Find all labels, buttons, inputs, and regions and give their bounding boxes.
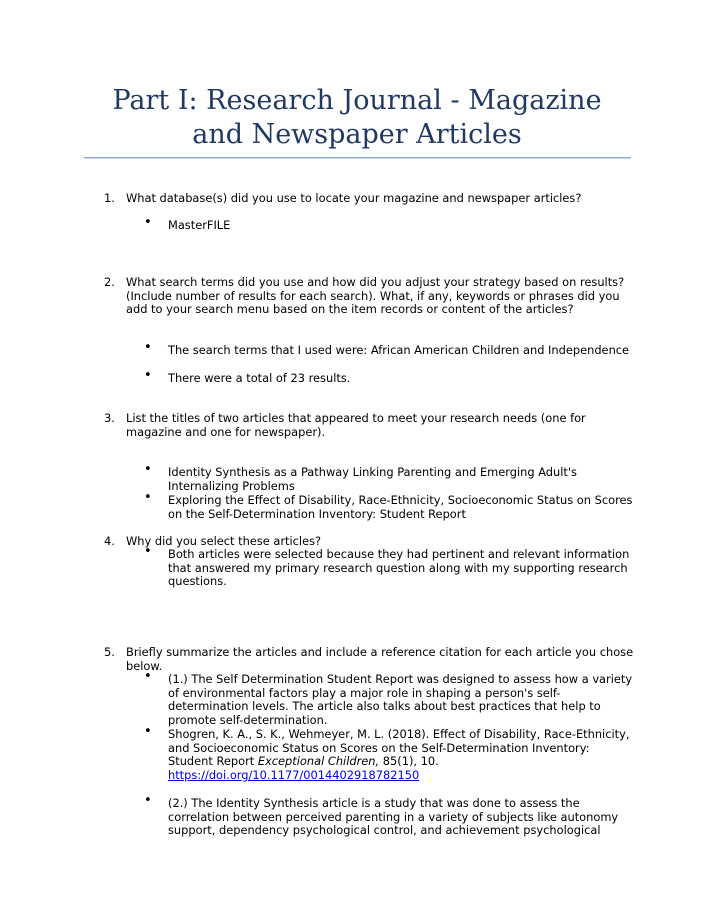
bullet-text: (1.) The Self Determination Student Report was designed to assess how a variety of environmental factors play a major role in shaping a person's self-determination levels. The article also talks about best practices that help to promote self-determination. <box>168 672 633 727</box>
question-text: List the titles of two articles that appeared to meet your research needs (one for magazine and one for newspaper). <box>126 411 586 439</box>
question-number: 4. <box>104 534 115 548</box>
title-underline-rule <box>84 157 631 159</box>
citation-bullet <box>144 724 634 782</box>
answer-bullet <box>144 340 634 358</box>
question-number: 1. <box>104 191 115 205</box>
bullet-icon: • <box>144 462 152 477</box>
bullet-icon: • <box>144 544 152 559</box>
bullet-icon: • <box>144 669 152 684</box>
question-number: 3. <box>104 411 115 425</box>
question-number: 5. <box>104 645 115 659</box>
answer-bullet <box>144 368 634 386</box>
question-3 <box>104 412 634 439</box>
page-title: Part I: Research Journal - Magazine and Newspaper Articles <box>112 85 602 150</box>
bullet-text: There were a total of 23 results. <box>168 371 351 385</box>
citation-text: Shogren, K. A., S. K., Wehmeyer, M. L. (2018). Effect of Disability, Race-Ethnicity, and Socioeconomic Status on Scores on the Self-Determination Inventory: Student Report <box>168 727 630 769</box>
bullet-text: The search terms that I used were: African American Children and Independence <box>168 343 630 357</box>
question-number: 2. <box>104 275 115 289</box>
citation-journal: Exceptional Children, <box>257 754 380 769</box>
bullet-text: Exploring the Effect of Disability, Race-Ethnicity, Socioeconomic Status on Scores on the Self-Determination Inventory: Student Report <box>168 493 633 521</box>
bullet-icon: • <box>144 340 152 355</box>
answer-bullet <box>144 215 634 233</box>
bullet-text: Identity Synthesis as a Pathway Linking Parenting and Emerging Adult's Internalizing Problems <box>168 465 577 493</box>
answer-bullet <box>144 490 634 521</box>
question-5 <box>104 646 634 673</box>
question-2 <box>104 276 634 317</box>
bullet-icon: • <box>144 215 152 230</box>
question-text: What database(s) did you use to locate your magazine and newspaper articles? <box>126 191 582 205</box>
bullet-text: Both articles were selected because they had pertinent and relevant information that answered my primary research question along with my supporting research questions. <box>168 547 630 589</box>
question-text: Briefly summarize the articles and include a reference citation for each article you chose below. <box>126 645 634 673</box>
question-text: What search terms did you use and how did you adjust your strategy based on results? (Include number of results for each search). What, if any, keywords or phrases did you add to your search menu based on the item records or content of the articles? <box>126 275 625 317</box>
bullet-text: (2.) The Identity Synthesis article is a study that was done to assess the correlation between perceived parenting in a variety of subjects like autonomy support, dependency psychological control, and achievement psychological <box>168 796 619 838</box>
bullet-icon: • <box>144 490 152 505</box>
citation-volume: 85(1), 10. <box>379 754 439 769</box>
bullet-icon: • <box>144 368 152 383</box>
answer-bullet <box>144 669 634 727</box>
reference-citation <box>168 728 634 782</box>
doi-link[interactable]: https://doi.org/10.1177/0014402918782150 <box>168 767 420 782</box>
answer-bullet <box>144 462 634 493</box>
answer-bullet <box>144 793 634 838</box>
bullet-text: MasterFILE <box>168 218 231 232</box>
question-text: Why did you select these articles? <box>126 534 322 548</box>
question-1 <box>104 192 634 206</box>
bullet-icon: • <box>144 724 152 739</box>
answer-bullet <box>144 544 634 589</box>
bullet-icon: • <box>144 793 152 808</box>
